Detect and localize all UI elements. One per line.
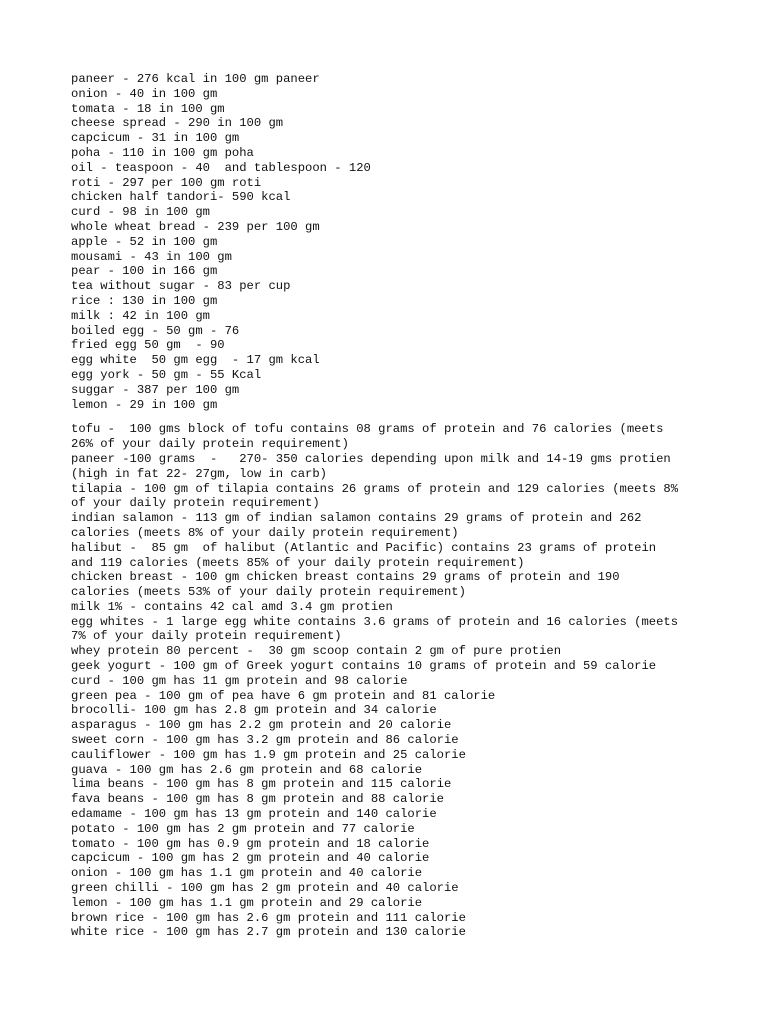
- text-line: 7% of your daily protein requirement): [71, 629, 342, 644]
- text-line: edamame - 100 gm has 13 gm protein and 140 calorie: [71, 807, 437, 822]
- text-line: chicken breast - 100 gm chicken breast contains 29 grams of protein and 190: [71, 570, 620, 585]
- text-line: lima beans - 100 gm has 8 gm protein and 115 calorie: [71, 777, 452, 792]
- text-line: cheese spread - 290 in 100 gm: [71, 116, 284, 131]
- text-line: onion - 40 in 100 gm: [71, 86, 218, 101]
- text-line: tomata - 18 in 100 gm: [71, 101, 225, 116]
- text-line: fried egg 50 gm - 90: [71, 338, 225, 353]
- text-line: boiled egg - 50 gm - 76: [71, 323, 240, 338]
- text-line: egg whites - 1 large egg white contains 3.6 grams of protein and 16 calories (meets: [71, 614, 679, 629]
- text-line: white rice - 100 gm has 2.7 gm protein and 130 calorie: [71, 925, 466, 940]
- text-line: paneer - 276 kcal in 100 gm paneer: [71, 72, 320, 86]
- text-line: milk 1% - contains 42 cal amd 3.4 gm protien: [71, 599, 393, 614]
- text-line: asparagus - 100 gm has 2.2 gm protein and 20 calorie: [71, 718, 452, 733]
- text-line: egg white 50 gm egg - 17 gm kcal: [71, 353, 320, 368]
- text-line: paneer -100 grams - 270- 350 calories depending upon milk and 14-19 gms protien: [71, 451, 671, 466]
- text-line: whole wheat bread - 239 per 100 gm: [71, 219, 320, 234]
- text-line: mousami - 43 in 100 gm: [71, 249, 232, 264]
- text-line: chicken half tandori- 590 kcal: [71, 190, 291, 205]
- text-line: milk : 42 in 100 gm: [71, 308, 210, 323]
- document-page: [71, 72, 711, 940]
- text-line: green pea - 100 gm of pea have 6 gm protein and 81 calorie: [71, 688, 496, 703]
- text-line: onion - 100 gm has 1.1 gm protein and 40 calorie: [71, 866, 423, 881]
- text-line: tomato - 100 gm has 0.9 gm protein and 18 calorie: [71, 836, 430, 851]
- text-line: sweet corn - 100 gm has 3.2 gm protein and 86 calorie: [71, 733, 459, 748]
- text-line: curd - 98 in 100 gm: [71, 205, 210, 220]
- text-line: halibut - 85 gm of halibut (Atlantic and Pacific) contains 23 grams of protein: [71, 540, 657, 555]
- text-line: geek yogurt - 100 gm of Greek yogurt contains 10 grams of protein and 59 calorie: [71, 659, 657, 674]
- text-line: guava - 100 gm has 2.6 gm protein and 68 calorie: [71, 762, 423, 777]
- text-line: capcicum - 100 gm has 2 gm protein and 40 calorie: [71, 851, 430, 866]
- text-line: lemon - 100 gm has 1.1 gm protein and 29 calorie: [71, 895, 423, 910]
- text-line: fava beans - 100 gm has 8 gm protein and 88 calorie: [71, 792, 444, 807]
- protein-list-section: [71, 422, 711, 940]
- text-line: 26% of your daily protein requirement): [71, 437, 349, 452]
- text-line: potato - 100 gm has 2 gm protein and 77 calorie: [71, 821, 415, 836]
- text-line: calories (meets 8% of your daily protein requirement): [71, 525, 459, 540]
- text-line: cauliflower - 100 gm has 1.9 gm protein and 25 calorie: [71, 747, 466, 762]
- text-line: tea without sugar - 83 per cup: [71, 279, 291, 294]
- text-line: tofu - 100 gms block of tofu contains 08 grams of protein and 76 calories (meets: [71, 422, 664, 437]
- text-line: tilapia - 100 gm of tilapia contains 26 grams of protein and 129 calories (meets 8%: [71, 481, 679, 496]
- text-line: green chilli - 100 gm has 2 gm protein and 40 calorie: [71, 881, 459, 896]
- text-line: and 119 calories (meets 85% of your daily protein requirement): [71, 555, 525, 570]
- text-line: capcicum - 31 in 100 gm: [71, 131, 240, 146]
- text-line: brown rice - 100 gm has 2.6 gm protein and 111 calorie: [71, 910, 466, 925]
- text-line: apple - 52 in 100 gm: [71, 234, 218, 249]
- text-line: whey protein 80 percent - 30 gm scoop contain 2 gm of pure protien: [71, 644, 562, 659]
- text-line: indian salamon - 113 gm of indian salamon contains 29 grams of protein and 262: [71, 511, 642, 526]
- text-line: poha - 110 in 100 gm poha: [71, 145, 254, 160]
- text-line: egg york - 50 gm - 55 Kcal: [71, 367, 262, 382]
- text-line: pear - 100 in 166 gm: [71, 264, 218, 279]
- text-line: roti - 297 per 100 gm roti: [71, 175, 262, 190]
- text-line: suggar - 387 per 100 gm: [71, 382, 240, 397]
- text-line: of your daily protein requirement): [71, 496, 320, 511]
- text-line: curd - 100 gm has 11 gm protein and 98 calorie: [71, 673, 408, 688]
- calorie-list-section: [71, 72, 711, 412]
- text-line: calories (meets 53% of your daily protein requirement): [71, 585, 466, 600]
- text-line: rice : 130 in 100 gm: [71, 293, 218, 308]
- text-line: (high in fat 22- 27gm, low in carb): [71, 466, 327, 481]
- text-line: oil - teaspoon - 40 and tablespoon - 120: [71, 160, 371, 175]
- text-line: lemon - 29 in 100 gm: [71, 397, 218, 412]
- text-line: brocolli- 100 gm has 2.8 gm protein and 34 calorie: [71, 703, 437, 718]
